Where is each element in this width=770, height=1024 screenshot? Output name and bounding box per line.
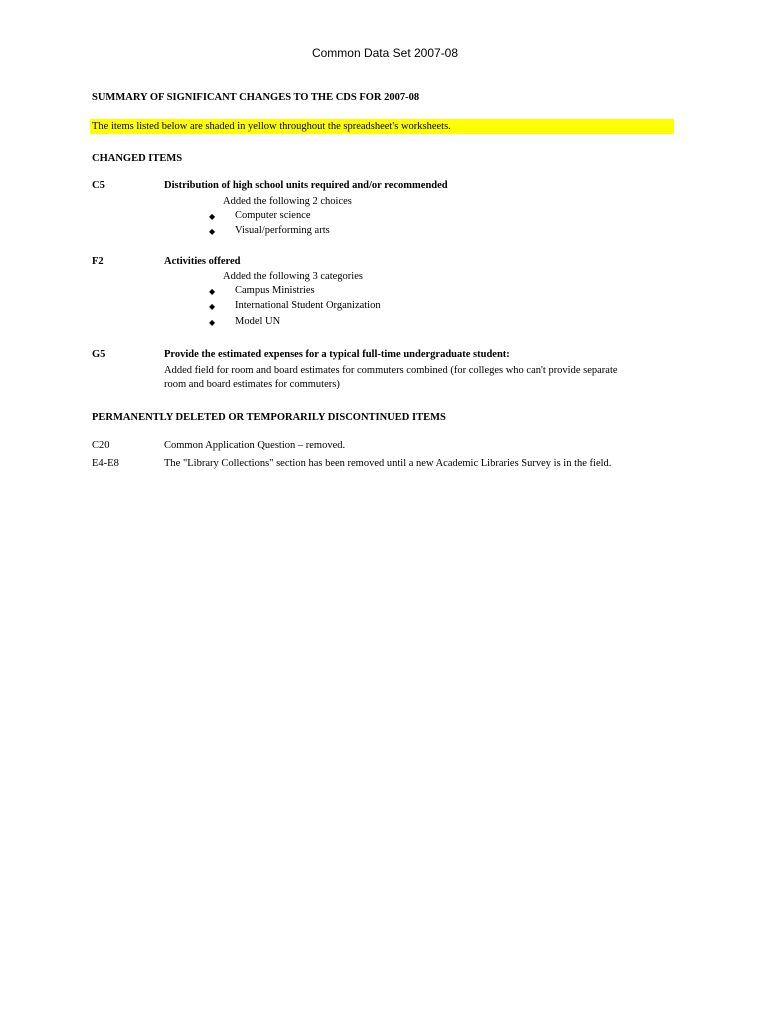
item-sub-c5: Added the following 2 choices xyxy=(223,196,352,207)
item-desc-g5-line1: Added field for room and board estimates for commuters combined (for colleges who can't provide separate xyxy=(164,365,618,376)
item-title-f2: Activities offered xyxy=(164,256,241,267)
item-code-c5: C5 xyxy=(92,180,105,191)
bullet-item: Model UN xyxy=(235,316,281,327)
bullet-icon: ◆ xyxy=(209,302,216,311)
deleted-text-e4-e8: The "Library Collections" section has been removed until a new Academic Libraries Survey is in the field. xyxy=(164,458,612,469)
bullet-icon: ◆ xyxy=(209,227,216,236)
item-title-g5: Provide the estimated expenses for a typical full-time undergraduate student: xyxy=(164,349,510,360)
item-desc-g5-line2: room and board estimates for commuters) xyxy=(164,379,340,390)
bullet-icon: ◆ xyxy=(209,287,216,296)
item-title-c5: Distribution of high school units required and/or recommended xyxy=(164,180,448,191)
item-code-g5: G5 xyxy=(92,349,106,360)
summary-title: SUMMARY OF SIGNIFICANT CHANGES TO THE CDS FOR 2007-08 xyxy=(92,92,420,103)
highlight-note-text: The items listed below are shaded in yellow throughout the spreadsheet's worksheets. xyxy=(92,121,451,132)
bullet-item: International Student Organization xyxy=(235,300,381,311)
deleted-items-heading: PERMANENTLY DELETED OR TEMPORARILY DISCONTINUED ITEMS xyxy=(92,412,446,423)
page-header-title: Common Data Set 2007-08 xyxy=(311,46,459,60)
deleted-code-c20: C20 xyxy=(92,440,110,451)
deleted-text-c20: Common Application Question – removed. xyxy=(164,440,346,451)
item-sub-f2: Added the following 3 categories xyxy=(223,271,363,282)
bullet-icon: ◆ xyxy=(209,212,216,221)
bullet-icon: ◆ xyxy=(209,318,216,327)
highlight-note-band xyxy=(90,119,674,134)
bullet-item: Computer science xyxy=(235,210,311,221)
bullet-item: Campus Ministries xyxy=(235,285,315,296)
deleted-code-e4-e8: E4-E8 xyxy=(92,458,119,469)
item-code-f2: F2 xyxy=(92,256,104,267)
changed-items-heading: CHANGED ITEMS xyxy=(92,153,183,164)
bullet-item: Visual/performing arts xyxy=(235,225,330,236)
